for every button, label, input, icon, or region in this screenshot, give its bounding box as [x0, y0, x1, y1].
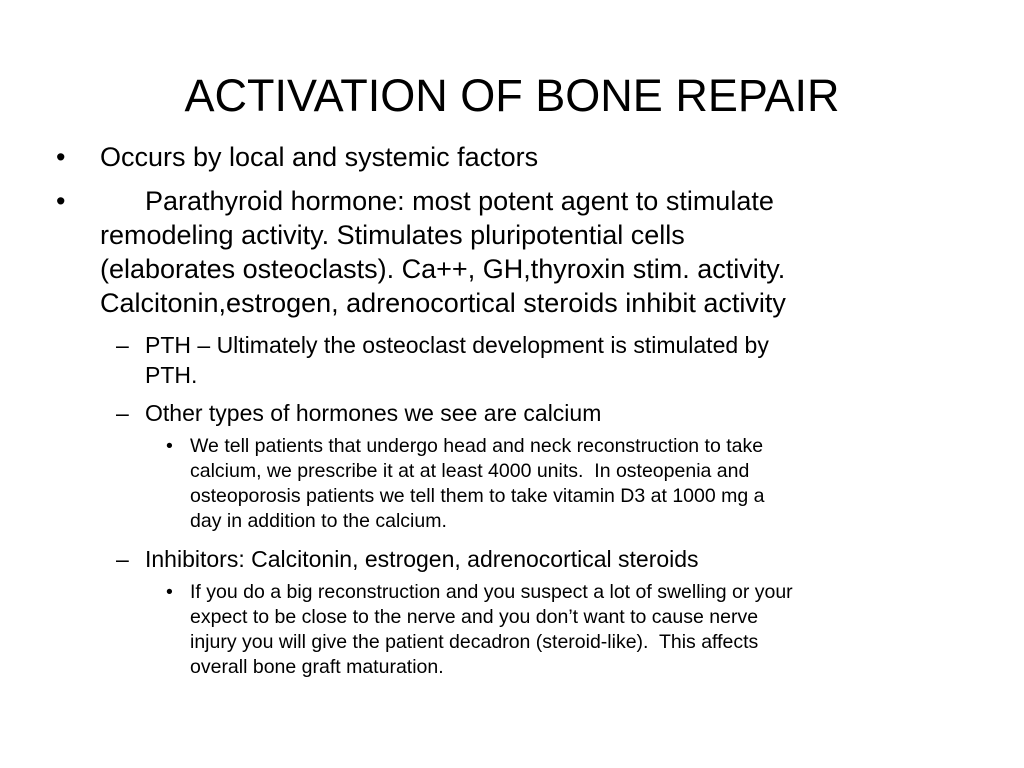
- dash-marker: –: [116, 400, 129, 426]
- bullet-line: calcium, we prescribe it at at least 4000 units. In osteopenia and: [190, 460, 750, 482]
- bullet-line: remodeling activity. Stimulates pluripotential cells: [100, 220, 685, 250]
- bullet-line: PTH.: [145, 362, 198, 388]
- bullet-line: (elaborates osteoclasts). Ca++, GH,thyroxin stim. activity.: [100, 254, 786, 284]
- bullet-line: expect to be close to the nerve and you don’t want to cause nerve: [190, 606, 759, 628]
- slide-title: ACTIVATION OF BONE REPAIR: [184, 70, 840, 121]
- bullet-line: osteoporosis patients we tell them to take vitamin D3 at 1000 mg a: [190, 485, 765, 507]
- bullet-line: Other types of hormones we see are calcium: [145, 400, 602, 426]
- bullet-line: injury you will give the patient decadron (steroid-like). This affects: [190, 631, 759, 653]
- sub-bullet-item: [56, 398, 976, 428]
- sub-sub-bullet-item: [56, 580, 976, 680]
- bullet-marker: •: [166, 581, 173, 603]
- sub-bullet-item: [56, 330, 976, 390]
- bullet-line: day in addition to the calcium.: [190, 510, 447, 532]
- bullet-line: Calcitonin,estrogen, adrenocortical steroids inhibit activity: [100, 288, 786, 318]
- bullet-line: overall bone graft maturation.: [190, 656, 444, 678]
- dash-marker: –: [116, 546, 129, 572]
- bullet-line: PTH – Ultimately the osteoclast development is stimulated by: [145, 332, 769, 358]
- bullet-marker: •: [166, 435, 173, 457]
- dash-marker: –: [116, 332, 129, 358]
- sub-sub-bullet-item: [56, 434, 976, 534]
- slide-body: [56, 140, 976, 680]
- bullet-marker: •: [56, 186, 66, 216]
- bullet-line: Inhibitors: Calcitonin, estrogen, adrenocortical steroids: [145, 546, 699, 572]
- bullet-line: If you do a big reconstruction and you suspect a lot of swelling or your: [190, 581, 793, 603]
- bullet-line: Parathyroid hormone: most potent agent to stimulate: [100, 186, 774, 216]
- bullet-line: We tell patients that undergo head and neck reconstruction to take: [190, 435, 764, 457]
- bullet-line: Occurs by local and systemic factors: [100, 142, 539, 172]
- bullet-item: [56, 184, 976, 320]
- sub-bullet-item: [56, 544, 976, 574]
- bullet-marker: •: [56, 142, 66, 172]
- bullet-item: [56, 140, 976, 174]
